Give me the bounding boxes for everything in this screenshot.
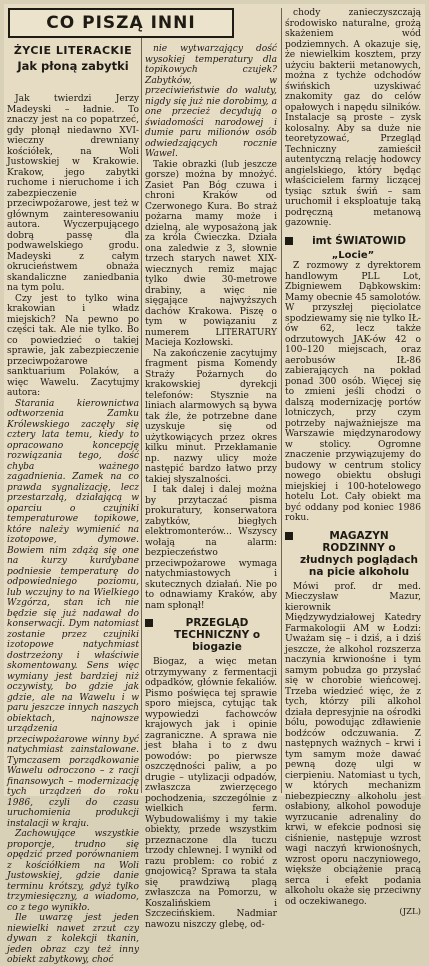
headline-przeglad-techniczny: PRZEGLĄD TECHNICZNY o biogazie [173, 617, 261, 653]
headline-swiatowid: imt ŚWIATOWID [312, 234, 406, 247]
article-heading-literackie [7, 44, 139, 73]
paragraph: Jak twierdzi Jerzy Madeyski – ładnie. To znaczy jest na co popatrzeć, gdy płonął niedawno XVI-wieczny drewniany kościółek, na Woli Justowskiej w Krakowie. Krakow, jego zabytki ruchome i nieruchome i ich zabezpieczenie przeciwpożarowe, jest też w głównym zainteresowaniu autora. Wyczerpującego dobrą passę dla podwawelskiego grodu. Madeyski z całym okrucieństwem obnaża skandaliczne zaniedbania na tym polu. [7, 94, 139, 293]
masthead-title: CO PISZĄ INNI [46, 13, 196, 33]
column-3 [285, 8, 421, 918]
headline-magazyn-rodzinny: MAGAZYN RODZINNY o złudnych poglądach na picie alkoholu [300, 529, 418, 578]
paragraph: Czy jest to tylko wina krakowian i władz miejskich? Na pewno po części tak. Ale nie tylko. Bo co powiedzieć o takiej sprawie, jak zabezpieczenie przeciwpożarowe sanktuarium Polaków, a więc Wawelu. Zacytujmy autora: [7, 293, 139, 398]
paragraph: Biogaz, a więc metan otrzymywany z fermentacji odpadków, głównie fekaliów. Pismo poświęca tej sprawie sporo miejsca, cytując tak wypowiedzi fachowców krajowych jak i opinie zagraniczne. A sprawa nie jest błaha i to z dwu powodów: po pierwsze oszczędności paliw, a po drugie – utylizacji odpadów, zwłaszcza zwierzęcego pochodzenia, szczególnie z wielkich ferm. Wybudowaliśmy i my takie obiekty, przede wszystkim przeznaczone dla tuczu trzody chlewnej. I wynikł od razu problem: co robić z gnojowicą? Sprawa ta stała się prawdziwą plagą zwłaszcza na Pomorzu, w Koszalińskiem i Szczecińskiem. Nadmiar nawozu niszczy glebę, od- [145, 657, 277, 930]
paragraph: Mówi prof. dr med. Mieczysław Mazur, kierownik Międzywydziałowej Katedry Farmakologii AM w Łodzi: Uważam się – i dziś, a i dziś jeszcze, że alkohol rozszerza naczynia krwionośne i tym samym pobudza go przysłać się w chorobie wieńcowej. Trzeba wiedzieć więc, że z tych, którzy pili alkohol działa depresyjnie na ośrodki bólu, powodując zdławienie bodźców odczuwania. Z następnych ważnych – krwi i tym samym może dawać pewną dozę ulgi w cierpieniu. Natomiast u tych, w których mechanizm niebezpieczny alkoholu jest osłabiony, alkohol powoduje wyrzucanie adrenaliny do krwi, w efekcie podnosi się ciśnienie, następuje wzrost wagi naczyń krwionośnych, wzrost oporu naczyniowego, więksże obciążenie pracą serca i efekt podania alkoholu okaże się przeciwny od oczekiwanego. [285, 581, 421, 907]
headline-jak-plona-zabytki: Jak płoną zabytki [17, 59, 129, 73]
section-heading-magazyn [285, 530, 421, 578]
square-bullet-icon [285, 237, 293, 245]
column-rule-2 [281, 8, 282, 793]
quoted-paragraph: Ile uwarzę jest jeden niewielki nawet zrzut czy dywan z kolekcji tkanin, jeden obraz czy też inny obiekt zabytkowy, choć [7, 913, 139, 965]
quoted-paragraph: Zachowujące wszystkie proporcje, trudno się opędzić przed porównaniem z kościółkiem na Woli Justowskiej, gdzie danie terminu krótszy, gdyż tylko trzymiesięczny, a wiadomo, co z tego wynikło. [7, 829, 139, 913]
paragraph: Na zakończenie zacytujmy fragment pisma Komendy Straży Pożarnych do krakowskiej dyrekcji telefonów: Stysznie na liniach alarmowych są bywa tak źle, że potrzebne dane uzyskuje się od użytkowiących przez okres kilku minut. Przekłamanie np. nazwy ulicy może następić bardzo łatwo przy takiej słyszalności. [145, 348, 277, 485]
paragraph: chody zanieczyszczają środowisko naturalne, grożą skażeniem wód podziemnych. A okazuje się, że niewielkim kosztem, przy użyciu bakterii metanowych, można z tychże odchodów świńskich uzyskiwać znakomity gaz do celów opałowych i napędu silników. Instalacje są proste – zysk kolosalny. Aby sa duże nie teoretyzować, Przegląd Techniczny zamieścił autentyczną relację hodowcy angielskiego, który będąc właścicielem farmy liczącej tysiąc sztuk świń – sam uruchomił i eksploatuje taką podręczną metanową gazownię. [285, 8, 421, 228]
column-2 [145, 44, 277, 930]
column-masthead [8, 8, 234, 38]
newspaper-page [4, 4, 425, 965]
quoted-paragraph: Starania kierownictwa odtworzenia Zamku Królewskiego zaczęły się cztery lata temu, kiedy to opracowano koncepcję rozwiązania tego, dość chyba ważnego zagadnienia. Zamek na co prawda sygnalizację, lecz przestarzałą, działającą w oparciu o czujniki temperaturowe topikowe, które należy wymienić na izotopowe, dymowe. Bowiem nim zdążą się one na kurzy kurdybane podniesie temperaturę do odpowiedniego poziomu, lub wczujny to na Wielkiego Wzgórza, stan ich nie będzie się już nadawał do konserwacji. Dym natomiast zostanie przez czujniki izotopowe natychmiast dostrzeżony i właściwie skomentowany. Sens więc wymiany jest bardziej niż oczywisty, bo gdzie jak gdzie, ale na Wawelu i w paru jeszcze innych naszych obiektach, najnowsze urządzenia przeciwpożarowe winny być natychmiast zainstalowane. Tymczasem porządkowanie Wawelu odroczono – z racji finansowych – modernizację tych urządzeń do roku 1986, czyli do czasu uruchomienia produkcji instalacji w kraju. [7, 398, 139, 829]
paragraph: Z rozmowy z dyrektorem handlowym PLL Lot, Zbigniewem Dąbkowskim: Mamy obecnie 45 samolotów. W przyszłej pięciolatce spodziewamy się nie tylko IŁ-ów 62, lecz także odrzutowych JAK-ów 42 o 100–120 miejscach, oraz aerobusów IŁ-86 zabierających na pokład ponad 300 osób. Więcej się to zmieni jeśli chodzi o dalszą modernizację portów lotniczych, przy czym potrzeby najważniejsze ma Warszawie międzynarodowy w stolicy. Ogromne znaczenie przywiązujemy do budowy w centrum stolicy nowego obiektu obsługi miejskiej i 100-hotelowego hotelu Lot. Cały obiekt ma być oddany pod koniec 1986 roku. [285, 261, 421, 523]
kicker-zycie-literackie: ŻYCIE LITERACKIE [13, 44, 133, 57]
author-signature: (JZL) [399, 907, 421, 917]
column-rule-1 [141, 38, 142, 793]
column-1 [7, 94, 139, 966]
subheadline-locie: „Locie” [331, 249, 375, 261]
section-heading-biogaz [145, 617, 277, 653]
section-heading-swiatowid [285, 235, 421, 247]
quoted-paragraph: nie wytwarzający dość wysokiej temperatury dla topikowych czujek? Zabytków, w przeciwieństwie do waluty, nigdy się już nie dorobimy, a one przecież decydują o świadomości narodowej i dumie paru milionów osób odwiedzających rocznie Wawel. [145, 44, 277, 159]
paragraph: I tak dalej i dalej można by przytaczać pisma prokuratury, konserwatora zabytków, biegłych elektromonterów... Wszyscy wołają na alarm: bezpieczeństwo przeciwpożarowe wymaga natychmiastowych i skutecznych działań. Nie po to odnawiamy Kraków, aby nam spłonął! [145, 485, 277, 611]
paragraph: Takie obrazki (lub jeszcze gorsze) można by mnożyć. Zasiet Pan Bóg czuwa i chroni Kraków od Czerwonego Kura. Bo straż pożarna mamy może i dzielną, ale wyposażoną jak za króla Ćwieczka. Działa ona zaledwie z 3, słownie trzech starych nawet XIX-wiecznych remiz mając tylko dwie 30-metrowe drabiny, a więc nie sięgające najwyższych dachów Krakowa. Piszę o tym w powiązaniu z numerem LITERATURY Macieja Kozłowski. [145, 159, 277, 348]
square-bullet-icon [145, 619, 153, 627]
square-bullet-icon [285, 532, 293, 540]
